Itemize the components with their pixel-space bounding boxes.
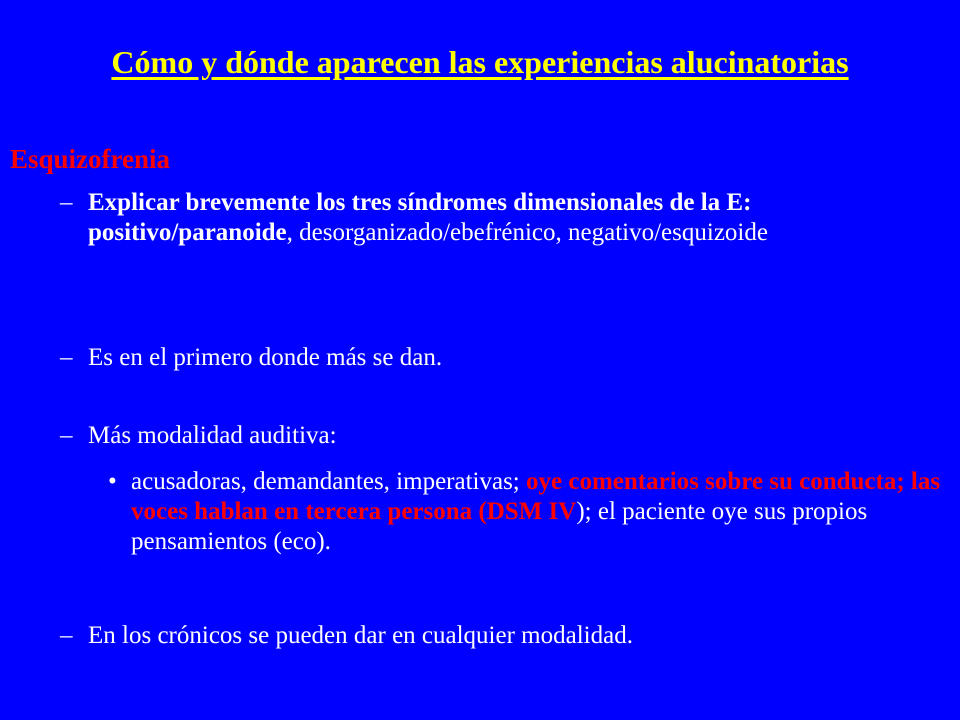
sub-item-highlight: oye comentarios sobre su conducta; las voces hablan en tercera persona (DSM IV (131, 468, 941, 525)
dash-marker: – (60, 422, 73, 449)
item-text: Más modalidad auditiva: (88, 422, 337, 449)
list-item-first-most (60, 343, 950, 373)
section-heading: Esquizofrenia (10, 144, 171, 174)
item-text: En los crónicos se pueden dar en cualquier modalidad. (88, 622, 633, 649)
item-text: Es en el primero donde más se dan. (88, 344, 443, 371)
sub-item-text: acusadoras, demandantes, imperativas; (131, 468, 526, 495)
item-normal-text: , desorganizado/ebefrénico, negativo/esquizoide (286, 219, 768, 246)
bullet-marker: • (108, 468, 117, 495)
sub-list-item-voices (108, 467, 948, 557)
list-item-auditory (60, 421, 950, 451)
dash-marker: – (60, 622, 73, 649)
item-bold-text: Explicar brevemente los tres síndromes dimensionales de la E: positivo/paranoide (88, 189, 752, 246)
list-item-chronic (60, 621, 950, 651)
dash-marker: – (60, 189, 73, 216)
sub-item-text-end: ); el paciente oye sus propios pensamientos (eco). (131, 498, 868, 555)
dash-marker: – (60, 344, 73, 371)
list-item-dimensional-syndromes (60, 188, 950, 248)
slide-title: Cómo y dónde aparecen las experiencias alucinatorias (111, 44, 849, 80)
